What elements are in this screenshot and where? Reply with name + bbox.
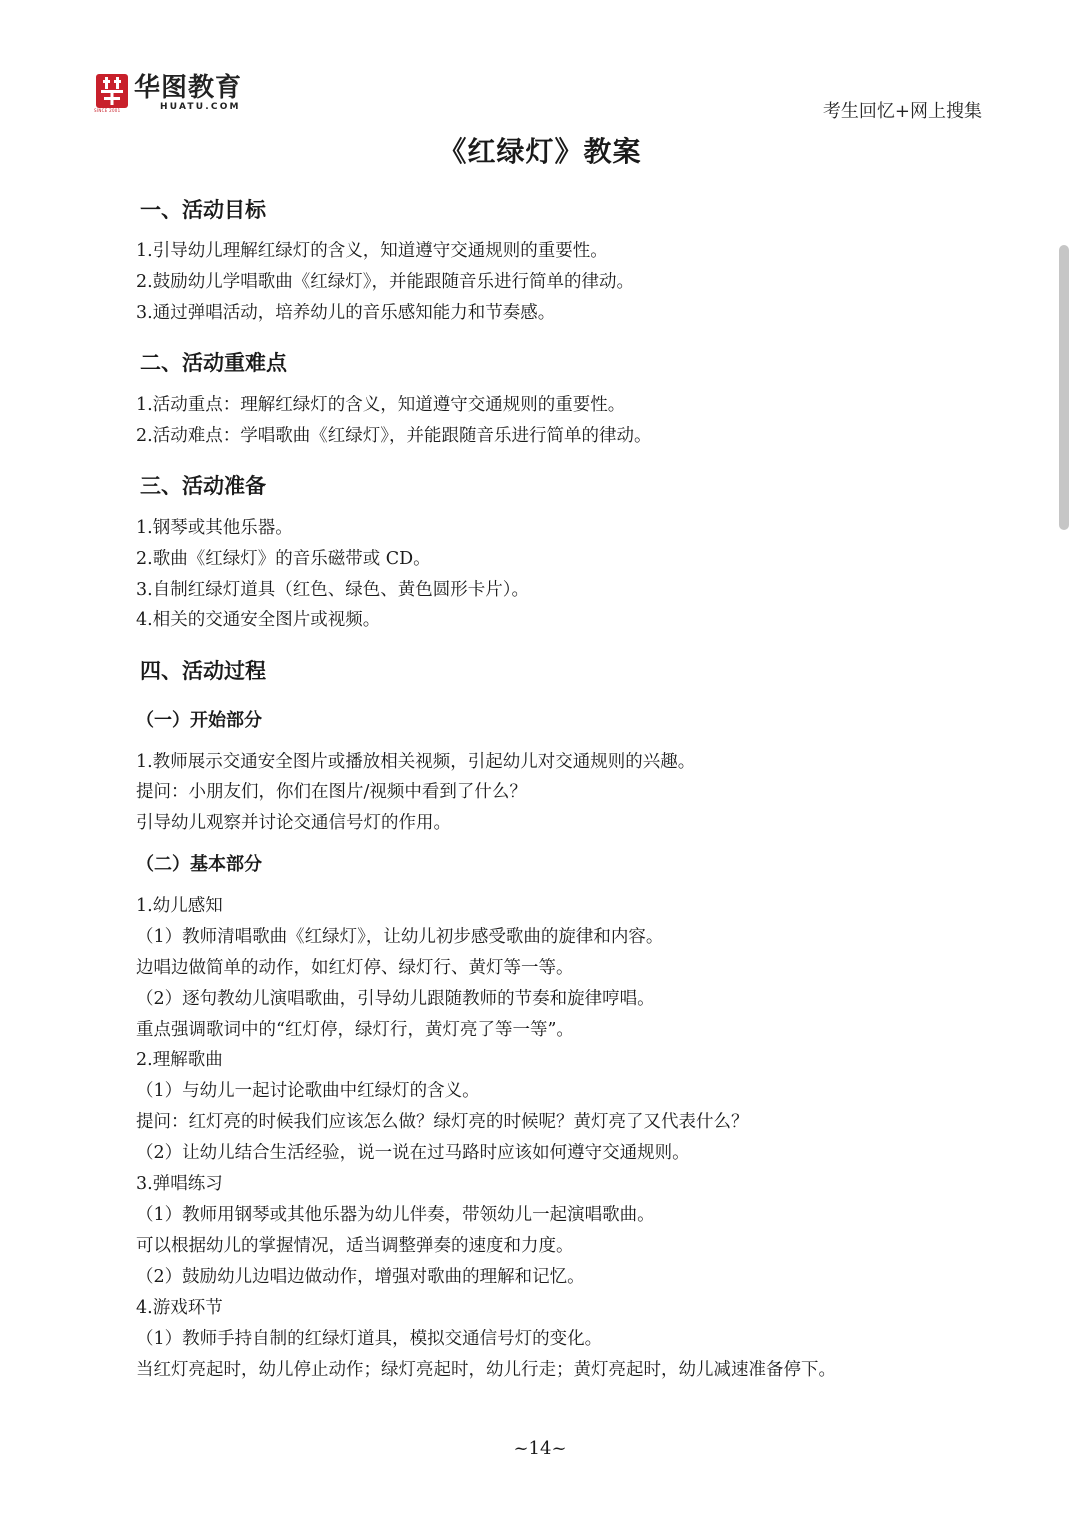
paragraph-line: 1.活动重点：理解红绿灯的含义，知道遵守交通规则的重要性。 xyxy=(136,395,626,415)
subsection-heading-basic: （二）基本部分 xyxy=(136,854,262,875)
huatu-logo xyxy=(96,74,242,118)
paragraph-line: 2.鼓励幼儿学唱歌曲《红绿灯》，并能跟随音乐进行简单的律动。 xyxy=(136,272,634,292)
header-right-note: 考生回忆+网上搜集 xyxy=(822,101,982,122)
logo-en-text: HUATU.COM xyxy=(160,102,241,112)
paragraph-line: 1.引导幼儿理解红绿灯的含义，知道遵守交通规则的重要性。 xyxy=(136,241,608,261)
paragraph-line: 提问：小朋友们，你们在图片/视频中看到了什么？ xyxy=(136,782,527,802)
document-title: 《红绿灯》教案 xyxy=(438,135,642,168)
section-heading-key-points: 二、活动重难点 xyxy=(140,350,287,375)
paragraph-line: 引导幼儿观察并讨论交通信号灯的作用。 xyxy=(136,813,451,833)
paragraph-line: （1）教师手持自制的红绿灯道具，模拟交通信号灯的变化。 xyxy=(136,1329,603,1349)
paragraph-line: （2）逐句教幼儿演唱歌曲，引导幼儿跟随教师的节奏和旋律哼唱。 xyxy=(136,989,655,1009)
paragraph-line: 2.活动难点：学唱歌曲《红绿灯》，并能跟随音乐进行简单的律动。 xyxy=(136,426,652,446)
paragraph-line: 1.钢琴或其他乐器。 xyxy=(136,518,293,538)
paragraph-line: 边唱边做简单的动作，如红灯停、绿灯行、黄灯等一等。 xyxy=(136,958,574,978)
section-heading-process: 四、活动过程 xyxy=(140,658,266,683)
page-number: ~14~ xyxy=(513,1438,567,1459)
paragraph-line: （1）教师用钢琴或其他乐器为幼儿伴奏，带领幼儿一起演唱歌曲。 xyxy=(136,1205,655,1225)
logo-cn-text: 华图教育 xyxy=(134,73,243,103)
paragraph-line: （2）鼓励幼儿边唱边做动作，增强对歌曲的理解和记忆。 xyxy=(136,1267,585,1287)
paragraph-line: 3.自制红绿灯道具（红色、绿色、黄色圆形卡片）。 xyxy=(136,580,529,600)
paragraph-line: （1）与幼儿一起讨论歌曲中红绿灯的含义。 xyxy=(136,1081,480,1101)
logo-since-text: SINCE 2001 xyxy=(94,108,121,113)
paragraph-line: 3.通过弹唱活动，培养幼儿的音乐感知能力和节奏感。 xyxy=(136,303,556,323)
paragraph-line: 1.幼儿感知 xyxy=(136,896,223,916)
logo-mark-icon xyxy=(96,74,128,116)
paragraph-line: 提问：红灯亮的时候我们应该怎么做？绿灯亮的时候呢？黄灯亮了又代表什么？ xyxy=(136,1112,749,1132)
paragraph-line: 4.游戏环节 xyxy=(136,1298,223,1318)
paragraph-line: 2.理解歌曲 xyxy=(136,1050,223,1070)
subsection-heading-opening: （一）开始部分 xyxy=(136,710,262,731)
section-heading-goals: 一、活动目标 xyxy=(140,197,266,222)
paragraph-line: （1）教师清唱歌曲《红绿灯》，让幼儿初步感受歌曲的旋律和内容。 xyxy=(136,927,664,947)
paragraph-line: 可以根据幼儿的掌握情况，适当调整弹奏的速度和力度。 xyxy=(136,1236,574,1256)
paragraph-line: 4.相关的交通安全图片或视频。 xyxy=(136,610,381,630)
paragraph-line: 1.教师展示交通安全图片或播放相关视频，引起幼儿对交通规则的兴趣。 xyxy=(136,752,696,772)
paragraph-line: 当红灯亮起时，幼儿停止动作；绿灯亮起时，幼儿行走；黄灯亮起时，幼儿减速准备停下。 xyxy=(136,1360,836,1380)
section-heading-preparation: 三、活动准备 xyxy=(140,473,266,498)
paragraph-line: 3.弹唱练习 xyxy=(136,1174,223,1194)
paragraph-line: （2）让幼儿结合生活经验，说一说在过马路时应该如何遵守交通规则。 xyxy=(136,1143,690,1163)
vertical-scrollbar[interactable] xyxy=(1059,245,1069,530)
paragraph-line: 2.歌曲《红绿灯》的音乐磁带或 CD。 xyxy=(136,549,431,569)
paragraph-line: 重点强调歌词中的“红灯停，绿灯行，黄灯亮了等一等”。 xyxy=(136,1020,574,1040)
